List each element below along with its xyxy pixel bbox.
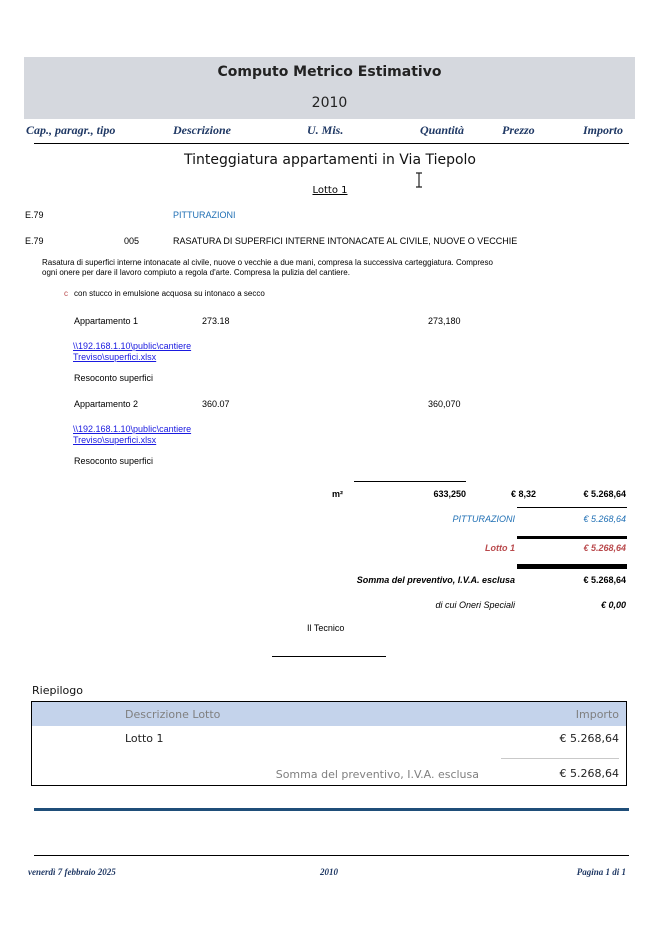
- item-code: E.79: [25, 236, 44, 246]
- oneri-label: di cui Oneri Speciali: [435, 600, 515, 610]
- item-title: RASATURA DI SUPERFICI INTERNE INTONACATE AL CIVILE, NUOVE O VECCHIE: [173, 236, 518, 246]
- summary-row-amount: € 5.268,64: [559, 732, 619, 745]
- measure-link[interactable]: [73, 341, 191, 363]
- header-divider: [34, 143, 629, 144]
- total-amount: € 5.268,64: [583, 489, 626, 499]
- total-unit: m²: [332, 489, 343, 499]
- footer-year: 2010: [320, 867, 338, 877]
- measure-link-line2: Treviso\superfici.xlsx: [73, 435, 157, 445]
- variant-letter: c: [64, 289, 68, 298]
- variant-text: con stucco in emulsione acquosa su intonaco a secco: [74, 289, 265, 298]
- quantity-sum-line: [354, 481, 466, 482]
- footer-accent-bar: [34, 808, 629, 811]
- report-year: 2010: [311, 95, 348, 111]
- item-number: 005: [124, 236, 140, 246]
- summary-total-label: Somma del preventivo, I.V.A. esclusa: [275, 768, 479, 781]
- summary-table: [31, 701, 627, 786]
- summary-col-desc: Descrizione Lotto: [125, 708, 221, 721]
- chapter-subtotal-amount: € 5.268,64: [583, 514, 626, 524]
- summary-sum-line: [501, 758, 619, 759]
- report-title: Computo Metrico Estimativo: [217, 64, 442, 80]
- col-header-amount: Importo: [583, 123, 624, 137]
- measure-note: Resoconto superfici: [74, 456, 154, 466]
- measure-formula: 273.18: [202, 316, 230, 326]
- amount-line: [517, 507, 627, 508]
- footer-date: venerdì 7 febbraio 2025: [28, 867, 116, 877]
- summary-row-label: Lotto 1: [125, 732, 164, 745]
- measure-quantity: 360,070: [428, 399, 461, 409]
- col-header-unit: U. Mis.: [307, 123, 344, 137]
- chapter-code: E.79: [25, 210, 44, 220]
- total-quantity: 633,250: [433, 489, 466, 499]
- lotto-rule: [517, 536, 627, 539]
- lotto-subtotal-label: Lotto 1: [485, 543, 515, 553]
- grand-total-rule: [517, 564, 627, 569]
- lotto-heading: Lotto 1: [312, 185, 348, 196]
- signature-line: [272, 656, 386, 657]
- measure-link-line2: Treviso\superfici.xlsx: [73, 352, 157, 362]
- col-header-quantity: Quantità: [420, 123, 465, 137]
- item-description-line1: Rasatura di superfici interne intonacate al civile, nuove o vecchie a due mani, compresa la successiva carteggiatura. Compreso: [42, 258, 493, 267]
- chapter-subtotal-label: PITTURAZIONI: [452, 514, 515, 524]
- summary-title: Riepilogo: [32, 684, 84, 697]
- text-cursor-icon: [414, 172, 424, 188]
- oneri-amount: € 0,00: [600, 600, 626, 610]
- signature-label: Il Tecnico: [307, 623, 345, 633]
- report-banner: [24, 57, 635, 119]
- measure-note: Resoconto superfici: [74, 373, 154, 383]
- unit-price: € 8,32: [510, 489, 536, 499]
- measure-name: Appartamento 1: [74, 316, 139, 326]
- col-header-cap: Cap., paragr., tipo: [26, 123, 116, 137]
- project-title: Tinteggiatura appartamenti in Via Tiepolo: [183, 152, 477, 168]
- footer-divider: [34, 855, 629, 856]
- measure-name: Appartamento 2: [74, 399, 139, 409]
- chapter-name: PITTURAZIONI: [173, 210, 236, 220]
- measure-link[interactable]: [73, 424, 191, 446]
- item-description-line2: ogni onere per dare il lavoro compiuto a regola d'arte. Compresa la pulizia del cantiere.: [42, 268, 350, 277]
- measure-formula: 360.07: [202, 399, 230, 409]
- summary-col-amount: Importo: [575, 708, 619, 721]
- footer-page: Pagina 1 di 1: [576, 867, 626, 877]
- measure-link-line1: \\192.168.1.10\public\cantiere: [73, 424, 192, 434]
- lotto-subtotal-amount: € 5.268,64: [583, 543, 626, 553]
- measure-link-line1: \\192.168.1.10\public\cantiere: [73, 341, 192, 351]
- col-header-descrizione: Descrizione: [173, 123, 231, 137]
- grand-total-label: Somma del preventivo, I.V.A. esclusa: [356, 575, 515, 585]
- summary-header: [32, 702, 626, 726]
- measure-quantity: 273,180: [428, 316, 461, 326]
- grand-total-amount: € 5.268,64: [583, 575, 626, 585]
- summary-total-amount: € 5.268,64: [559, 767, 619, 780]
- col-header-price: Prezzo: [502, 123, 535, 137]
